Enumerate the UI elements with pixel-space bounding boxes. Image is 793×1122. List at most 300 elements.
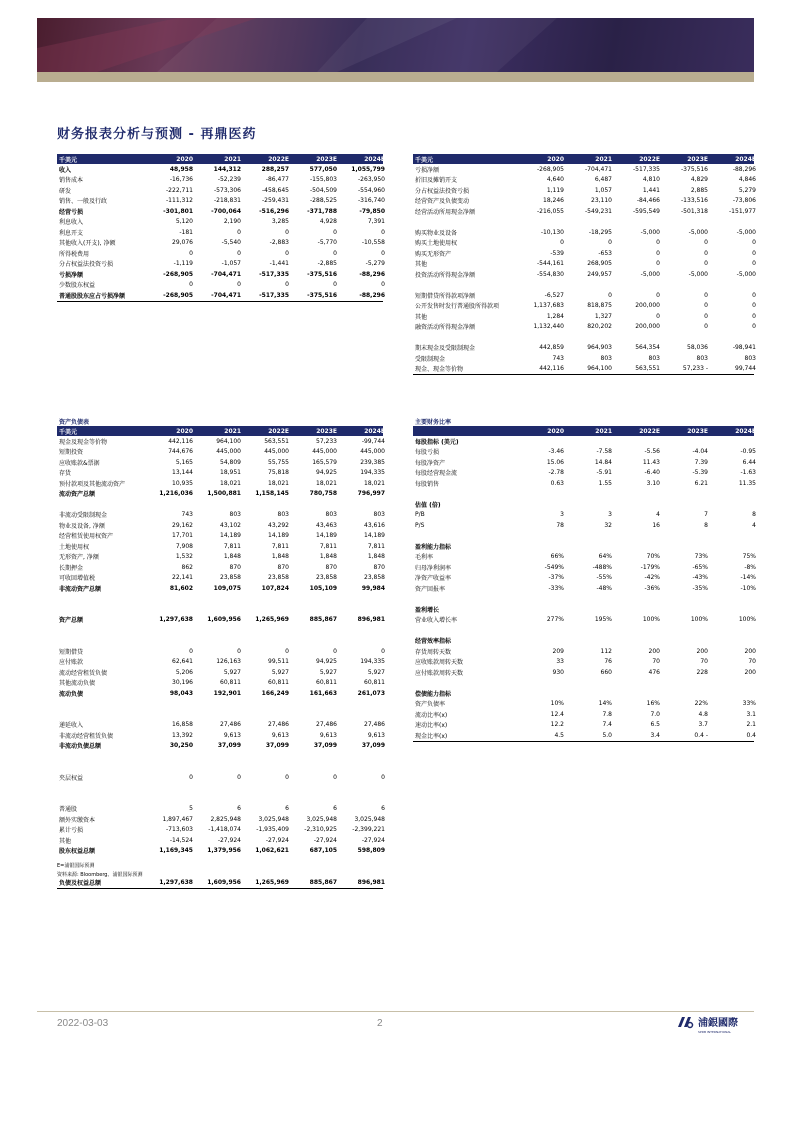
row-value: -713,603 bbox=[166, 826, 193, 834]
header-banner bbox=[37, 18, 754, 72]
row-value: 161,663 bbox=[309, 689, 337, 697]
spacer-row bbox=[413, 594, 754, 605]
table-row bbox=[413, 541, 754, 552]
row-value: -33% bbox=[548, 584, 564, 592]
row-value: 1,848 bbox=[223, 553, 241, 561]
row-value: -65% bbox=[692, 563, 708, 571]
row-value: -18,295 bbox=[588, 228, 612, 236]
row-value: 60,811 bbox=[220, 679, 241, 687]
row-value: 18,021 bbox=[220, 479, 241, 487]
row-value: 0 bbox=[333, 773, 337, 781]
row-label: 经营亏损 bbox=[59, 208, 84, 216]
row-value: 11.43 bbox=[642, 458, 660, 466]
row-value: 1,441 bbox=[642, 186, 660, 194]
row-label: 短期投资 bbox=[59, 449, 84, 457]
table-end-rule bbox=[57, 301, 383, 302]
row-value: 200 bbox=[744, 647, 756, 655]
row-value: 7.8 bbox=[602, 710, 612, 718]
row-value: 6.44 bbox=[742, 458, 756, 466]
row-label: 短期借贷 bbox=[59, 648, 84, 656]
row-value: 5,927 bbox=[223, 668, 241, 676]
row-value: 1,848 bbox=[271, 553, 289, 561]
row-value: -6.40 bbox=[644, 469, 660, 477]
row-label: 普通股股东应占亏损净额 bbox=[59, 292, 126, 300]
row-value: 4,810 bbox=[642, 176, 660, 184]
row-value: 14,189 bbox=[268, 532, 289, 540]
table-row bbox=[57, 280, 383, 291]
row-value: -2,883 bbox=[269, 239, 289, 247]
row-value: 165,579 bbox=[312, 458, 337, 466]
row-value: -1,418,074 bbox=[208, 826, 241, 834]
table-row bbox=[57, 175, 383, 186]
row-value: 896,981 bbox=[357, 878, 385, 886]
row-value: 78 bbox=[556, 521, 564, 529]
row-value: 9,613 bbox=[319, 731, 337, 739]
row-value: 445,000 bbox=[264, 448, 289, 456]
row-value: 3,025,948 bbox=[306, 815, 337, 823]
row-value: -14,524 bbox=[169, 836, 193, 844]
ratios-section-title: 主要财务比率 bbox=[415, 419, 452, 426]
row-label: 其他 bbox=[415, 261, 428, 269]
header-year: 2023E bbox=[316, 427, 337, 435]
table-row bbox=[57, 573, 383, 584]
row-label: 融资活动所得现金净额 bbox=[415, 324, 476, 332]
row-value: 60,811 bbox=[316, 679, 337, 687]
row-value: 200,000 bbox=[635, 323, 660, 331]
row-value: 6.5 bbox=[650, 721, 660, 729]
row-value: 60,811 bbox=[364, 679, 385, 687]
row-value: 2.1 bbox=[746, 721, 756, 729]
row-value: -268,905 bbox=[163, 270, 193, 278]
row-label: 应付账款周转天数 bbox=[415, 669, 464, 677]
row-label: 速动比率(x) bbox=[415, 722, 448, 730]
row-value: 18,021 bbox=[316, 479, 337, 487]
row-value: 4,846 bbox=[738, 176, 756, 184]
row-value: -704,471 bbox=[211, 270, 241, 278]
row-value: 209 bbox=[552, 647, 564, 655]
row-value: -259,431 bbox=[262, 197, 289, 205]
row-value: 14,189 bbox=[364, 532, 385, 540]
row-value: -111,312 bbox=[166, 197, 193, 205]
spacer-row bbox=[57, 709, 383, 720]
row-value: 7,811 bbox=[319, 542, 337, 550]
row-value: 803 bbox=[229, 511, 241, 519]
row-value: 200 bbox=[744, 668, 756, 676]
row-value: 0 bbox=[333, 249, 337, 257]
table-row bbox=[413, 573, 754, 584]
table-row bbox=[57, 814, 383, 825]
spacer-row bbox=[57, 793, 383, 804]
row-value: 0 bbox=[189, 647, 193, 655]
row-value: 0.4 - bbox=[694, 731, 708, 739]
row-value: 14% bbox=[598, 700, 612, 708]
row-label: 流动比率(x) bbox=[415, 711, 448, 719]
row-value: 0.63 bbox=[550, 479, 564, 487]
row-value: 563,551 bbox=[264, 437, 289, 445]
table-row bbox=[57, 227, 383, 238]
table-row bbox=[57, 259, 383, 270]
row-value: 73% bbox=[694, 553, 708, 561]
row-label: 毛利率 bbox=[415, 554, 434, 562]
table-row bbox=[413, 447, 754, 458]
row-value: 13,392 bbox=[172, 731, 193, 739]
table-row bbox=[413, 227, 754, 238]
spacer-row bbox=[413, 625, 754, 636]
spacer-row bbox=[413, 332, 754, 343]
row-label: 营业收入增长率 bbox=[415, 617, 458, 625]
row-value: -43% bbox=[692, 574, 708, 582]
table-row bbox=[413, 604, 754, 615]
row-value: 192,901 bbox=[213, 689, 241, 697]
row-value: 100% bbox=[690, 616, 708, 624]
row-value: 43,102 bbox=[220, 521, 241, 529]
table-row bbox=[413, 520, 754, 531]
row-value: 27,486 bbox=[268, 721, 289, 729]
row-label: 投资活动所得现金净额 bbox=[415, 271, 476, 279]
header-year: 2022E bbox=[639, 427, 660, 435]
row-value: 8 bbox=[704, 521, 708, 529]
table-row bbox=[413, 636, 754, 647]
header-year: 2022E bbox=[268, 155, 289, 163]
row-label: 短期借贷所得款项净额 bbox=[415, 292, 476, 300]
row-value: 0 bbox=[333, 647, 337, 655]
row-value: 12.2 bbox=[550, 721, 564, 729]
row-value: 64% bbox=[598, 553, 612, 561]
row-value: 0 bbox=[285, 281, 289, 289]
row-value: -301,801 bbox=[163, 207, 193, 215]
table-row bbox=[57, 196, 383, 207]
row-value: -316,740 bbox=[358, 197, 385, 205]
row-value: 105,109 bbox=[309, 584, 337, 592]
row-label: 盈利增长 bbox=[415, 606, 440, 614]
row-value: -1,935,409 bbox=[256, 826, 289, 834]
row-label: 销售、一般及行政 bbox=[59, 198, 108, 206]
row-value: 0 bbox=[752, 323, 756, 331]
header-year: 2020 bbox=[547, 427, 564, 435]
row-value: 29,162 bbox=[172, 521, 193, 529]
row-value: 4,928 bbox=[319, 218, 337, 226]
row-value: 37,099 bbox=[217, 742, 241, 750]
row-value: 18,951 bbox=[220, 469, 241, 477]
row-value: 0 bbox=[704, 302, 708, 310]
row-value: 564,354 bbox=[635, 344, 660, 352]
spacer-row bbox=[57, 604, 383, 615]
row-value: 10% bbox=[550, 700, 564, 708]
row-value: -10,558 bbox=[361, 239, 385, 247]
row-value: 5,927 bbox=[319, 668, 337, 676]
row-label: 盈利能力指标 bbox=[415, 543, 452, 551]
table-row bbox=[413, 478, 754, 489]
row-value: 687,105 bbox=[309, 847, 337, 855]
row-value: 0 bbox=[381, 228, 385, 236]
row-value: 57,233 bbox=[316, 437, 337, 445]
row-value: 29,076 bbox=[172, 239, 193, 247]
spacer-row bbox=[413, 531, 754, 542]
table-row bbox=[57, 678, 383, 689]
table-row bbox=[413, 709, 754, 720]
row-value: 445,000 bbox=[312, 448, 337, 456]
row-value: 14,189 bbox=[316, 532, 337, 540]
row-value: 743 bbox=[552, 354, 564, 362]
row-value: 1,216,036 bbox=[159, 490, 193, 498]
estimate-note: E=浦银国际预测 bbox=[57, 863, 95, 869]
row-label: 现金比率(x) bbox=[415, 732, 448, 740]
row-value: 1,265,969 bbox=[255, 878, 289, 886]
row-value: 3 bbox=[608, 511, 612, 519]
table-row bbox=[413, 290, 754, 301]
row-value: 15.06 bbox=[546, 458, 564, 466]
row-value: 8 bbox=[752, 511, 756, 519]
row-value: 37,099 bbox=[361, 742, 385, 750]
table-row bbox=[413, 667, 754, 678]
row-value: -375,516 bbox=[307, 291, 337, 299]
table-row bbox=[413, 457, 754, 468]
row-value: -222,711 bbox=[166, 186, 193, 194]
row-value: 23,858 bbox=[364, 574, 385, 582]
row-value: 0 bbox=[333, 281, 337, 289]
row-value: -88,296 bbox=[732, 165, 756, 173]
row-value: 5,120 bbox=[175, 218, 193, 226]
row-label: 所得税费用 bbox=[59, 250, 90, 258]
table-row bbox=[57, 741, 383, 752]
row-value: 195% bbox=[594, 616, 612, 624]
row-value: 9,613 bbox=[271, 731, 289, 739]
row-label: 其他流动负债 bbox=[59, 680, 96, 688]
spacer-row bbox=[57, 499, 383, 510]
row-value: 13,144 bbox=[172, 469, 193, 477]
row-value: 14,189 bbox=[220, 532, 241, 540]
row-value: 12.4 bbox=[550, 710, 564, 718]
row-value: -155,803 bbox=[310, 176, 337, 184]
row-value: -1,119 bbox=[173, 260, 193, 268]
header-year: 2021 bbox=[224, 155, 241, 163]
row-value: 870 bbox=[277, 563, 289, 571]
row-value: 1,297,638 bbox=[159, 878, 193, 886]
row-value: -263,950 bbox=[358, 176, 385, 184]
row-value: -151,977 bbox=[729, 207, 756, 215]
row-value: 37,099 bbox=[265, 742, 289, 750]
row-label: 偿债能力指标 bbox=[415, 690, 452, 698]
row-value: 9,613 bbox=[367, 731, 385, 739]
row-label: 现金、现金等价物 bbox=[415, 366, 464, 374]
row-value: 0 bbox=[237, 249, 241, 257]
table-row bbox=[57, 562, 383, 573]
row-value: 0 bbox=[752, 291, 756, 299]
row-value: -2,310,925 bbox=[304, 826, 337, 834]
row-label: 可收回增值税 bbox=[59, 575, 96, 583]
row-value: 0 bbox=[285, 647, 289, 655]
row-value: -544,161 bbox=[537, 260, 564, 268]
spacer-row bbox=[57, 751, 383, 762]
row-value: 249,957 bbox=[587, 270, 612, 278]
row-value: 6.21 bbox=[694, 479, 708, 487]
row-value: -573,306 bbox=[214, 186, 241, 194]
row-value: 43,616 bbox=[364, 521, 385, 529]
row-value: 144,312 bbox=[213, 165, 241, 173]
row-value: -86,477 bbox=[265, 176, 289, 184]
row-value: -517,335 bbox=[259, 291, 289, 299]
row-value: 0 bbox=[704, 249, 708, 257]
row-value: -35% bbox=[692, 584, 708, 592]
row-value: -216,055 bbox=[537, 207, 564, 215]
table-row bbox=[57, 185, 383, 196]
row-label: 非流动负债总额 bbox=[59, 743, 102, 751]
row-value: 0 bbox=[656, 249, 660, 257]
row-value: -73,806 bbox=[732, 197, 756, 205]
row-value: 7,391 bbox=[367, 218, 385, 226]
row-value: -539 bbox=[550, 249, 564, 257]
row-label: 物业及设备, 净额 bbox=[59, 522, 105, 530]
row-value: 27,486 bbox=[220, 721, 241, 729]
row-value: -2,399,221 bbox=[352, 826, 385, 834]
row-value: 70 bbox=[748, 658, 756, 666]
row-value: 7,811 bbox=[271, 542, 289, 550]
table-row bbox=[413, 552, 754, 563]
row-value: 76 bbox=[604, 658, 612, 666]
row-value: -27,924 bbox=[313, 836, 337, 844]
header-unit: 千美元 bbox=[59, 428, 78, 436]
row-value: 1,132,440 bbox=[533, 323, 564, 331]
row-value: 62,641 bbox=[172, 658, 193, 666]
row-label: 递延收入 bbox=[59, 722, 84, 730]
row-value: 2,885 bbox=[690, 186, 708, 194]
table-row bbox=[57, 217, 383, 228]
row-value: -37% bbox=[548, 574, 564, 582]
row-value: 803 bbox=[373, 511, 385, 519]
row-value: 0 bbox=[189, 249, 193, 257]
row-value: 16 bbox=[652, 521, 660, 529]
row-value: -5,000 bbox=[688, 228, 708, 236]
row-value: 803 bbox=[696, 354, 708, 362]
row-value: -3.46 bbox=[548, 448, 564, 456]
row-value: 11.35 bbox=[738, 479, 756, 487]
banner-graphic bbox=[37, 18, 754, 72]
header-year: 2024E bbox=[735, 427, 756, 435]
row-label: 资产总额 bbox=[59, 617, 84, 625]
row-value: -179% bbox=[640, 563, 660, 571]
row-value: -5,770 bbox=[317, 239, 337, 247]
row-value: 0 bbox=[285, 249, 289, 257]
balance-section-title: 资产负债表 bbox=[59, 419, 90, 426]
row-value: 200,000 bbox=[635, 302, 660, 310]
row-value: -268,905 bbox=[537, 165, 564, 173]
row-value: -517,335 bbox=[259, 270, 289, 278]
row-label: 折旧及摊销开支 bbox=[415, 177, 458, 185]
table-row bbox=[413, 196, 754, 207]
row-value: 14.84 bbox=[594, 458, 612, 466]
row-label: 其他收入(开支), 净额 bbox=[59, 240, 116, 248]
row-value: 870 bbox=[373, 563, 385, 571]
row-value: -88,296 bbox=[359, 291, 385, 299]
row-value: 803 bbox=[277, 511, 289, 519]
row-label: 估值 (倍) bbox=[415, 501, 441, 509]
row-value: 7,811 bbox=[223, 542, 241, 550]
row-value: 0 bbox=[704, 312, 708, 320]
row-value: 1,609,956 bbox=[207, 616, 241, 624]
row-value: 0.4 bbox=[746, 731, 756, 739]
row-value: -88,296 bbox=[359, 270, 385, 278]
row-value: 1,327 bbox=[594, 312, 612, 320]
row-value: 476 bbox=[648, 668, 660, 676]
row-value: -704,471 bbox=[585, 165, 612, 173]
row-value: 598,809 bbox=[357, 847, 385, 855]
table-row bbox=[413, 562, 754, 573]
row-label: 经营活动所用现金净额 bbox=[415, 208, 476, 216]
row-value: -504,509 bbox=[310, 186, 337, 194]
row-value: 17,701 bbox=[172, 532, 193, 540]
row-value: 7.39 bbox=[694, 458, 708, 466]
table-row bbox=[57, 846, 383, 857]
row-value: 58,036 bbox=[687, 344, 708, 352]
header-year: 2022E bbox=[268, 427, 289, 435]
row-label: 应付账款 bbox=[59, 659, 84, 667]
row-value: -488% bbox=[592, 563, 612, 571]
row-value: -14% bbox=[740, 574, 756, 582]
row-value: 107,824 bbox=[261, 584, 289, 592]
row-value: 2,825,948 bbox=[210, 815, 241, 823]
row-label: 存货 bbox=[59, 470, 72, 478]
row-value: -1,441 bbox=[269, 260, 289, 268]
row-value: 1,897,467 bbox=[162, 815, 193, 823]
table-row bbox=[57, 206, 383, 217]
row-value: 10,935 bbox=[172, 479, 193, 487]
table-row bbox=[413, 364, 754, 375]
row-value: 5,927 bbox=[367, 668, 385, 676]
table-row bbox=[413, 206, 754, 217]
row-label: 经营租赁使用权资产 bbox=[59, 533, 114, 541]
row-value: 57,233 - bbox=[682, 365, 708, 373]
table-row bbox=[413, 499, 754, 510]
row-value: 0 bbox=[656, 291, 660, 299]
row-value: 1,055,799 bbox=[351, 165, 385, 173]
row-value: 112 bbox=[600, 647, 612, 655]
row-label: 流动经营租赁负债 bbox=[59, 669, 108, 677]
row-value: 0 bbox=[237, 773, 241, 781]
row-value: -133,516 bbox=[681, 197, 708, 205]
page-number: 2 bbox=[377, 1018, 383, 1029]
row-value: 820,202 bbox=[587, 323, 612, 331]
row-value: 7.4 bbox=[602, 721, 612, 729]
table-row bbox=[413, 468, 754, 479]
row-value: -6,527 bbox=[544, 291, 564, 299]
row-value: 4,640 bbox=[546, 176, 564, 184]
row-value: 48,958 bbox=[169, 165, 193, 173]
table-header bbox=[57, 154, 383, 164]
header-year: 2020 bbox=[176, 427, 193, 435]
table-row bbox=[413, 185, 754, 196]
row-value: 0 bbox=[333, 228, 337, 236]
row-value: 5,206 bbox=[175, 668, 193, 676]
row-value: 1,265,969 bbox=[255, 616, 289, 624]
row-value: 37,099 bbox=[313, 742, 337, 750]
table-row bbox=[57, 646, 383, 657]
row-value: 1,500,881 bbox=[207, 490, 241, 498]
row-value: 930 bbox=[552, 668, 564, 676]
row-value: -375,516 bbox=[681, 165, 708, 173]
table-row bbox=[57, 478, 383, 489]
row-value: -554,830 bbox=[537, 270, 564, 278]
row-value: 6 bbox=[285, 805, 289, 813]
row-value: 7,811 bbox=[367, 542, 385, 550]
row-label: 负债及权益总额 bbox=[59, 879, 102, 887]
row-value: 194,335 bbox=[360, 658, 385, 666]
row-value: 23,110 bbox=[591, 197, 612, 205]
table-row bbox=[57, 238, 383, 249]
row-value: 70 bbox=[700, 658, 708, 666]
row-value: -516,296 bbox=[259, 207, 289, 215]
row-value: 22% bbox=[694, 700, 708, 708]
row-value: 200 bbox=[696, 647, 708, 655]
